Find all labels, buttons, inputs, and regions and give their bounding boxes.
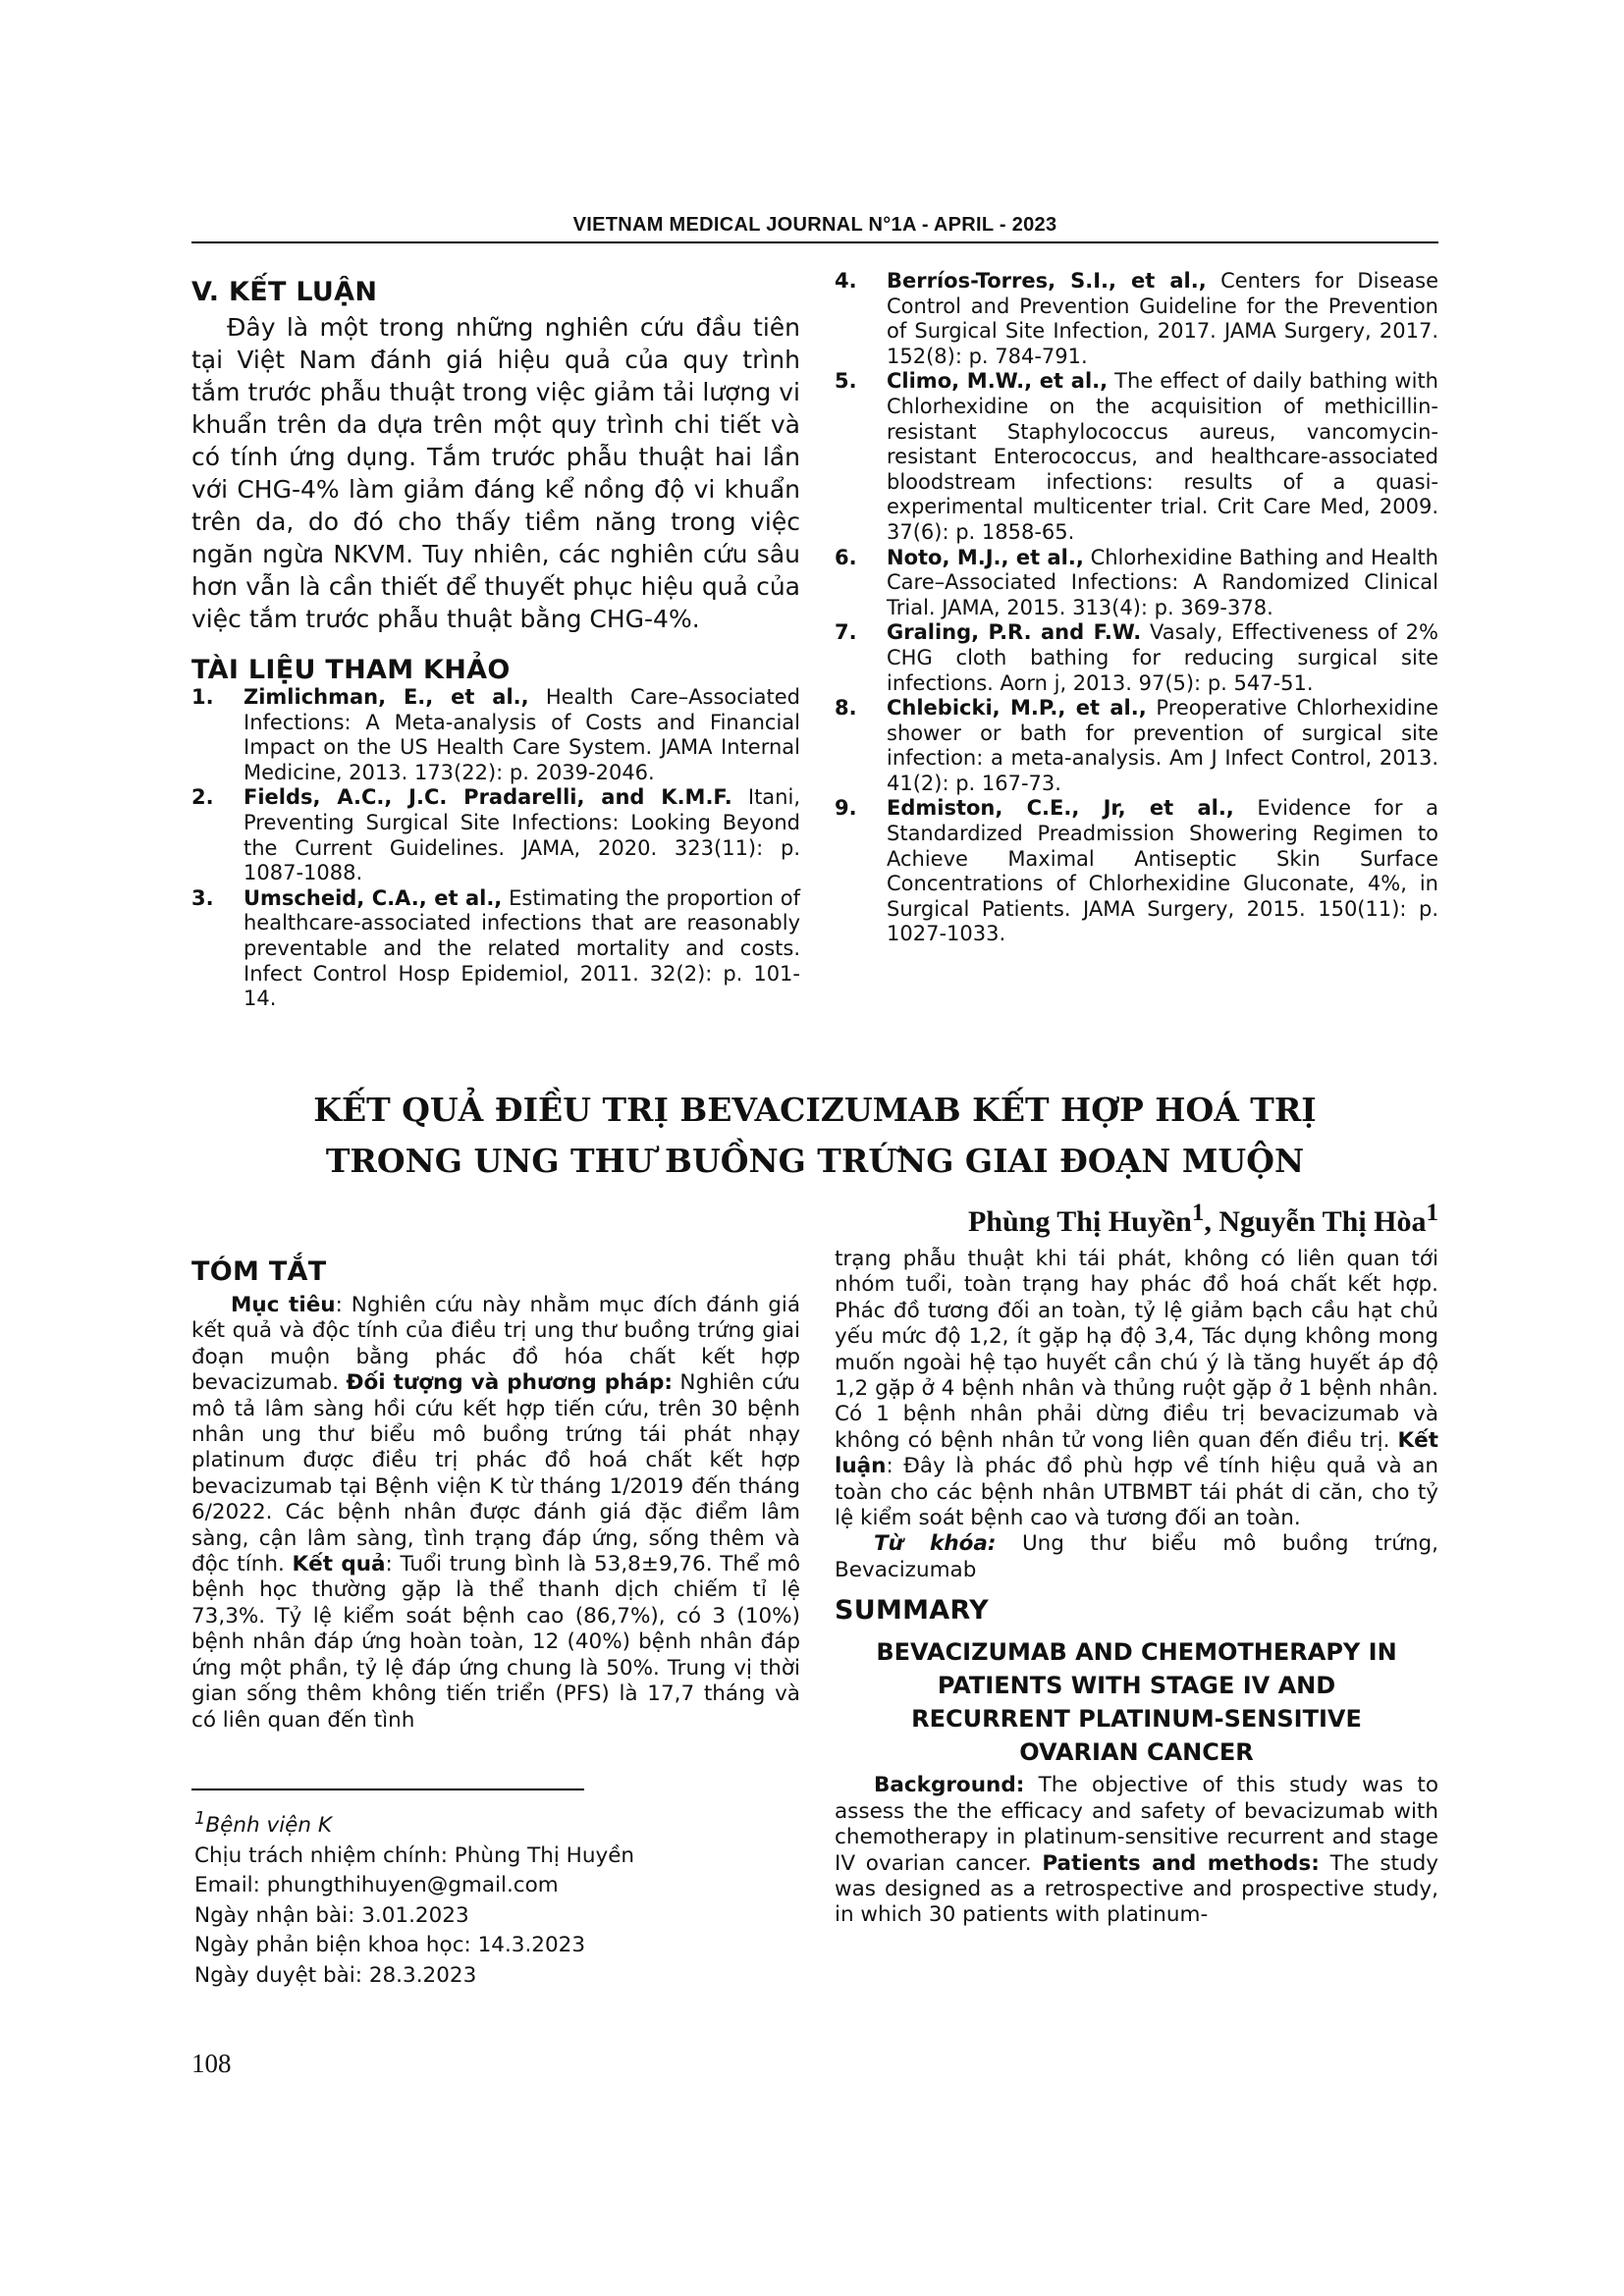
left-column-top	[191, 277, 800, 1012]
reference-item: 5. Climo, M.W., et al., The effect of daily bathing with Chlorhexidine on the acquisition of methicillin-resistant Staphylococcus aureus, vancomycin-resistant Enterococcus, and healthcare-associated bloodstream infections: results of a quasi-experimental multicenter trial. Crit Care Med, 2009. 37(6): p. 1858-65.	[835, 369, 1438, 544]
references-heading: TÀI LIỆU THAM KHẢO	[191, 655, 511, 685]
reference-item: 8. Chlebicki, M.P., et al., Preoperative Chlorhexidine shower or bath for prevention of surgical site infection: a meta-analysis. Am J Infect Control, 2013. 41(2): p. 167-73.	[835, 696, 1438, 795]
article-title	[191, 1085, 1438, 1187]
author-name: Nguyễn Thị Hòa	[1218, 1205, 1427, 1238]
article-authors: Phùng Thị Huyền$^1$, Nguyễn Thị Hòa$^1$	[967, 1200, 1438, 1238]
conclusion-text: Đây là một trong những nghiên cứu đầu tiên tại Việt Nam đánh giá hiệu quả của quy trình tắm trước phẫu thuật trong việc giảm tải lượng vi khuẩn trên da dựa trên một quy trình chi tiết và có tính ứng dụng. Tắm trước phẫu thuật hai lần với CHG-4% làm giảm đáng kể nồng độ vi khuẩn trên da, do đó cho thấy tiềm năng trong việc ngăn ngừa NKVM. Tuy nhiên, các nghiên cứu sâu hơn vẫn là cần thiết để thuyết phục hiệu quả của việc tắm trước phẫu thuật bằng CHG-4%.	[191, 313, 800, 633]
received-date: Ngày nhận bài: 3.01.2023	[194, 1902, 469, 1928]
conclusion-heading: V. KẾT LUẬN	[191, 277, 378, 307]
reference-item: 7. Graling, P.R. and F.W. Vasaly, Effectiveness of 2% CHG cloth bathing for reducing surgical site infections. Aorn j, 2013. 97(5): p. 547-51.	[835, 620, 1438, 695]
footnote-rule	[191, 1789, 584, 1790]
corresponding-author: Chịu trách nhiệm chính: Phùng Thị Huyền	[194, 1842, 635, 1868]
keywords: Từ khóa: Ung thư biểu mô buồng trứng, Bevacizumab	[835, 1531, 1438, 1582]
abstract-heading: TÓM TẮT	[191, 1256, 327, 1287]
reference-item: 9. Edmiston, C.E., Jr, et al., Evidence for a Standardized Preadmission Showering Regimen to Achieve Maximal Antiseptic Skin Surface Concentrations of Chlorhexidine Gluconate, 4%, in Surgical Patients. JAMA Surgery, 2015. 150(11): p. 1027-1033.	[835, 796, 1439, 946]
running-head: VIETNAM MEDICAL JOURNAL N°1A - APRIL - 2023	[572, 214, 1057, 236]
reference-item: 1. Zimlichman, E., et al., Health Care–Associated Infections: A Meta-analysis of Costs and Financial Impact on the US Health Care System. JAMA Internal Medicine, 2013. 173(22): p. 2039-2046.	[191, 685, 800, 784]
summary-title: BEVACIZUMAB AND CHEMOTHERAPY IN PATIENTS WITH STAGE IV AND RECURRENT PLATINUM-SENSITIVE OVARIAN CANCER	[876, 1638, 1397, 1767]
abstract-continued: trạng phẫu thuật khi tái phát, không có liên quan tới nhóm tuổi, toàn trạng hay phác đồ hoá chất kết hợp. Phác đồ tương đối an toàn, tỷ lệ giảm bạch cầu hạt chủ yếu mức độ 1,2, ít gặp hạ độ 3,4, Tác dụng không mong muốn ngoài hệ tạo huyết cần chú ý là tăng huyết áp độ 1,2 gặp ở 4 bệnh nhân và thủng ruột gặp ở 1 bệnh nhân. Có 1 bệnh nhân phải dừng điều trị bevacizumab và không có bệnh nhân tử vong liên quan đến điều trị. Kết luận: Đây là phác đồ phù hợp về tính hiệu quả và an toàn cho các bệnh nhân UTBMBT tái phát di căn, cho tỷ lệ kiểm soát bệnh cao và tương đối an toàn.	[835, 1247, 1438, 1531]
references-list-left	[191, 685, 800, 1012]
article-title-line: TRONG UNG THƯ BUỒNG TRỨNG GIAI ĐOẠN MUỘN	[325, 1142, 1305, 1180]
reviewed-date: Ngày phản biện khoa học: 14.3.2023	[194, 1933, 586, 1958]
article-title-line: KẾT QUẢ ĐIỀU TRỊ BEVACIZUMAB KẾT HỢP HOÁ TRỊ	[313, 1091, 1317, 1129]
footnote	[194, 1804, 784, 1991]
affiliation-mark: 1	[1426, 1200, 1438, 1226]
author-name: Phùng Thị Huyền	[967, 1205, 1192, 1238]
summary-text: Background: The objective of this study was to assess the the efficacy and safety of bevacizumab with chemotherapy in platinum-sensitive recurrent and stage IV ovarian cancer. Patients and methods: The study was designed as a retrospective and prospective study, in which 30 patients with platinum-	[835, 1773, 1438, 1928]
reference-item: 6. Noto, M.J., et al., Chlorhexidine Bathing and Health Care–Associated Infections: A Randomized Clinical Trial. JAMA, 2015. 313(4): p. 369-378.	[835, 545, 1438, 619]
reference-item: 4. Berríos-Torres, S.I., et al., Centers for Disease Control and Prevention Guideline for the Prevention of Surgical Site Infection, 2017. JAMA Surgery, 2017. 152(8): p. 784-791.	[835, 269, 1438, 368]
reference-item: 3. Umscheid, C.A., et al., Estimating the proportion of healthcare-associated infections that are reasonably preventable and the related mortality and costs. Infect Control Hosp Epidemiol, 2011. 32(2): p. 101-14.	[191, 885, 801, 1011]
right-column-bottom	[835, 1247, 1438, 1929]
abstract-vietnamese	[191, 1256, 800, 1734]
accepted-date: Ngày duyệt bài: 28.3.2023	[194, 1962, 477, 1988]
page-number: 108	[191, 2049, 232, 2078]
affiliation-mark: 1	[1191, 1200, 1205, 1226]
header-rule	[191, 241, 1438, 243]
reference-item: 2. Fields, A.C., J.C. Pradarelli, and K.M.F. Itani, Preventing Surgical Site Infections: Looking Beyond the Current Guidelines. JAMA, 2020. 323(11): p. 1087-1088.	[191, 785, 800, 885]
abstract-text: Mục tiêu: Nghiên cứu này nhằm mục đích đánh giá kết quả và độc tính của điều trị ung thư buồng trứng giai đoạn muộn bằng phác đồ hóa chất kết hợp bevacizumab. Đối tượng và phương pháp: Nghiên cứu mô tả lâm sàng hồi cứu kết hợp tiến cứu, trên 30 bệnh nhân ung thư biểu mô buồng trứng tái phát nhạy platinum được điều trị phác đồ hoá chất kết hợp bevacizumab tại Bệnh viện K từ tháng 1/2019 đến tháng 6/2022. Các bệnh nhân được đánh giá đặc điểm lâm sàng, cận lâm sàng, tình trạng đáp ứng, sống thêm và độc tính. Kết quả: Tuổi trung bình là 53,8±9,76. Thể mô bệnh học thường gặp là thể thanh dịch chiếm tỉ lệ 73,3%. Tỷ lệ kiểm soát bệnh cao (86,7%), có 3 (10%) bệnh nhân đáp ứng hoàn toàn, 12 (40%) bệnh nhân đáp ứng một phần, tỷ lệ đáp ứng chung là 50%. Trung vị thời gian sống thêm không tiến triển (PFS) là 17,7 tháng và có liên quan đến tình	[191, 1293, 800, 1733]
references-list-right	[835, 269, 1438, 947]
email: Email: phungthihuyen@gmail.com	[194, 1873, 559, 1898]
summary-heading: SUMMARY	[835, 1595, 989, 1627]
affiliation: $^1$Bệnh viện K	[194, 1808, 332, 1839]
